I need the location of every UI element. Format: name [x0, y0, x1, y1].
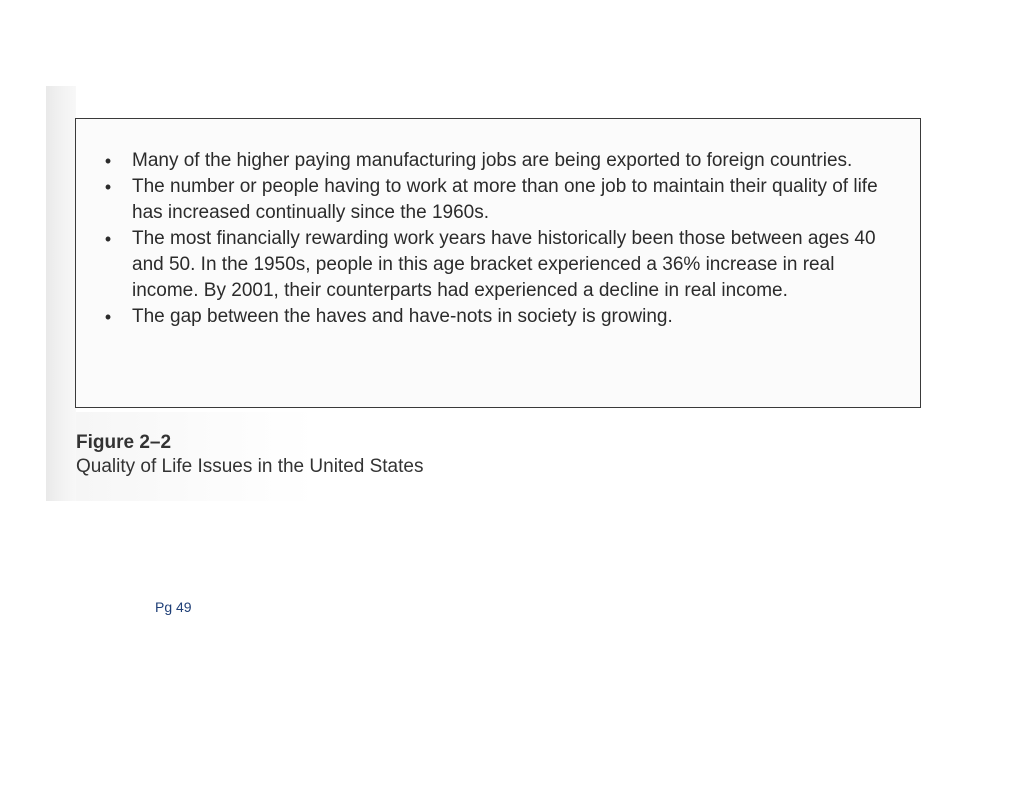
list-item — [98, 304, 898, 330]
bullet-text: Many of the higher paying manufacturing jobs are being exported to foreign countries. — [132, 150, 853, 171]
bullet-icon: • — [104, 177, 112, 197]
page-number: Pg 49 — [155, 599, 192, 615]
figure-caption — [76, 432, 423, 480]
list-item — [98, 174, 898, 226]
bullet-text: The most financially rewarding work years have historically been those between ages 40 and 50. In the 1950s, people in this age bracket experienced a 36% increase in real income. By 2001, their counterparts had experienced a decline in real income. — [132, 228, 876, 301]
bullet-icon: • — [104, 229, 112, 249]
figure-label: Figure 2–2 — [76, 432, 172, 453]
bullet-list — [98, 148, 898, 330]
figure-title: Quality of Life Issues in the United States — [76, 456, 424, 477]
bullet-icon: • — [104, 151, 112, 171]
list-item — [98, 148, 898, 174]
bullet-icon: • — [104, 307, 112, 327]
bullet-text: The number or people having to work at more than one job to maintain their quality of life has increased continually since the 1960s. — [132, 176, 878, 223]
scan-shadow-strip — [46, 86, 76, 501]
bullet-text: The gap between the haves and have-nots in society is growing. — [132, 306, 673, 327]
list-item — [98, 226, 898, 304]
